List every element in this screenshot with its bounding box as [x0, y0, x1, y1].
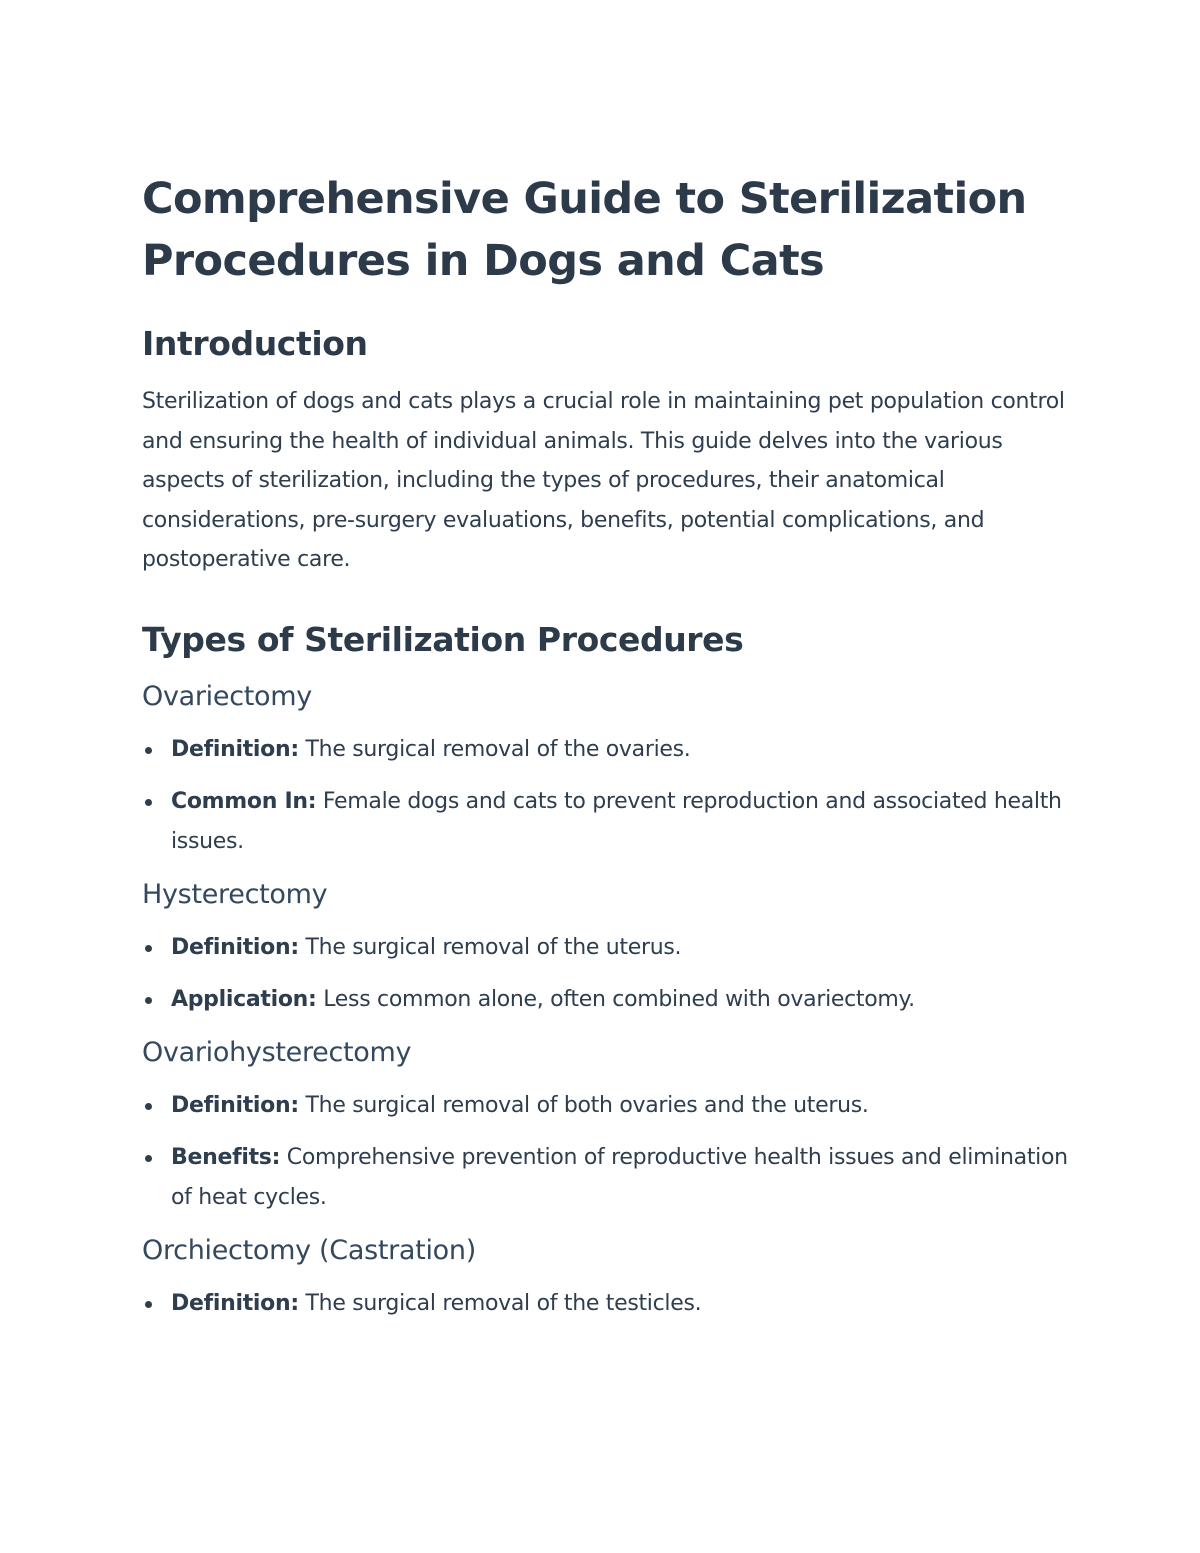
item-text: The surgical removal of the testicles.	[298, 1290, 702, 1316]
bullet-icon	[145, 1301, 152, 1308]
list-item	[142, 782, 1072, 862]
item-text: The surgical removal of the uterus.	[298, 934, 682, 960]
item-text: The surgical removal of both ovaries and the uterus.	[298, 1092, 869, 1118]
procedure-list	[142, 928, 1072, 1020]
procedure-ovariectomy	[142, 678, 1072, 862]
bullet-icon	[145, 945, 152, 952]
procedure-list	[142, 1284, 1072, 1324]
bullet-icon	[145, 747, 152, 754]
item-text: The surgical removal of the ovaries.	[298, 736, 691, 762]
procedure-list	[142, 730, 1072, 862]
bullet-icon	[145, 799, 152, 806]
procedure-heading: Ovariectomy	[142, 680, 312, 712]
procedure-heading: Hysterectomy	[142, 878, 328, 910]
introduction-heading: Introduction	[142, 324, 368, 363]
list-item	[142, 1086, 1072, 1126]
procedure-ovariohysterectomy	[142, 1034, 1072, 1218]
procedure-heading: Ovariohysterectomy	[142, 1036, 412, 1068]
item-label: Application:	[171, 986, 317, 1012]
bullet-icon	[145, 1103, 152, 1110]
list-item	[142, 928, 1072, 968]
item-label: Benefits:	[171, 1144, 281, 1170]
types-heading: Types of Sterilization Procedures	[142, 619, 744, 659]
bullet-icon	[145, 1155, 152, 1162]
item-label: Common In:	[171, 788, 317, 814]
procedure-hysterectomy	[142, 876, 1072, 1020]
list-item	[142, 980, 1072, 1020]
item-text: Female dogs and cats to prevent reproduction and associated health issues.	[171, 788, 1062, 854]
item-label: Definition:	[171, 736, 299, 762]
item-label: Definition:	[171, 934, 299, 960]
item-label: Definition:	[171, 1290, 299, 1316]
bullet-icon	[145, 997, 152, 1004]
procedure-orchiectomy	[142, 1232, 1072, 1324]
types-section	[142, 618, 1072, 1324]
introduction-paragraph: Sterilization of dogs and cats plays a crucial role in maintaining pet population control and ensuring the health of individual animals. This guide delves into the various aspects of sterilization, including the types of procedures, their anatomical considerations, pre-surgery evaluations, benefits, potential complications, and postoperative care.	[142, 389, 1065, 572]
item-text: Comprehensive prevention of reproductive health issues and elimination of heat cycles.	[171, 1144, 1068, 1210]
list-item	[142, 1284, 1072, 1324]
procedure-list	[142, 1086, 1072, 1218]
document-title: Comprehensive Guide to Sterilization Procedures in Dogs and Cats	[142, 174, 1027, 286]
item-text: Less common alone, often combined with ovariectomy.	[316, 986, 915, 1012]
procedure-heading: Orchiectomy (Castration)	[142, 1234, 476, 1266]
item-label: Definition:	[171, 1092, 299, 1118]
list-item	[142, 1138, 1072, 1218]
document-page	[142, 168, 1072, 1338]
list-item	[142, 730, 1072, 770]
